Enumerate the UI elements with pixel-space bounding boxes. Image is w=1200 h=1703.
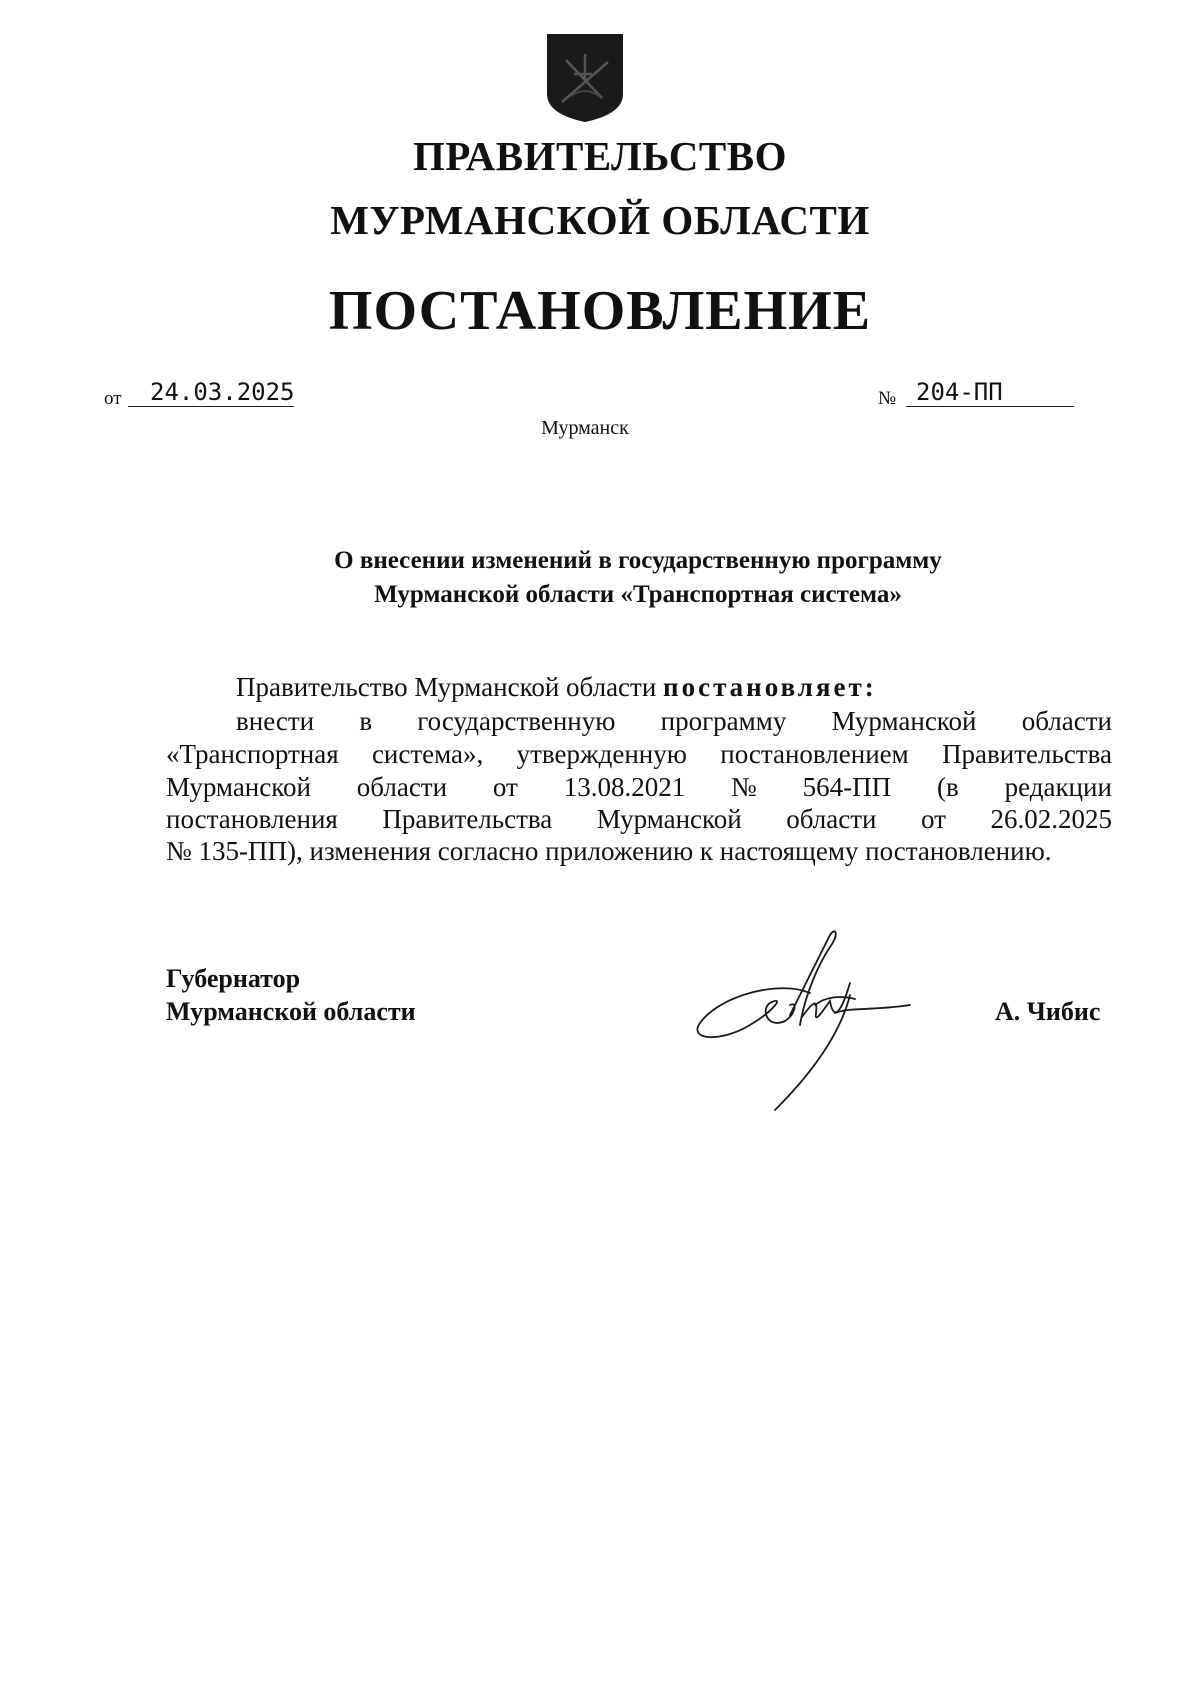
body-word: государственную [417, 706, 616, 736]
intro-resolves: постановляет: [663, 672, 877, 702]
body-word: Мурманской [596, 804, 742, 834]
body-line-5: № 135-ПП), изменения согласно приложению к настоящему постановлению. [166, 836, 1052, 866]
body-word: Мурманской [166, 772, 311, 802]
city: Мурманск [541, 417, 629, 439]
document-title-line1: О внесении изменений в государственную программу [334, 547, 942, 574]
org-name-line1: ПРАВИТЕЛЬСТВО [412, 133, 788, 179]
body-line-4 [166, 806, 1112, 833]
handwritten-signature [690, 925, 920, 1115]
body-line-1 [236, 708, 1112, 735]
signatory-position-line1: Губернатор [166, 964, 301, 993]
body-word: 564-ПП [802, 772, 892, 802]
org-name-line2: МУРМАНСКОЙ ОБЛАСТИ [330, 197, 870, 243]
body-line-3 [166, 774, 1112, 801]
body-word: от [492, 772, 518, 802]
body-word: редакции [1004, 772, 1112, 802]
body-word: области [786, 804, 877, 834]
body-word: области [1021, 706, 1112, 736]
body-word: внести [236, 706, 315, 736]
resolution-intro [236, 674, 877, 701]
body-word: Мурманской [831, 706, 977, 736]
date-prefix: от [104, 388, 122, 409]
body-word: от [920, 804, 946, 834]
number-prefix: № [878, 388, 897, 409]
body-word: постановлением [720, 739, 909, 769]
body-word: (в [937, 772, 959, 802]
body-word: система», [371, 739, 484, 769]
body-word: утвержденную [516, 739, 687, 769]
body-word: области [356, 772, 448, 802]
body-word: 26.02.2025 [990, 804, 1112, 834]
body-word: программу [660, 706, 787, 736]
body-word: Правительства [382, 804, 553, 834]
body-word: 13.08.2021 [563, 772, 686, 802]
intro-text: Правительство Мурманской области [236, 672, 664, 702]
body-line-2 [166, 741, 1112, 768]
body-word: № [731, 772, 757, 802]
document-title-line2: Мурманской области «Транспортная система» [374, 581, 902, 608]
body-word: Правительства [942, 739, 1112, 769]
document-type: ПОСТАНОВЛЕНИЕ [328, 280, 872, 342]
signatory-position-line2: Мурманской области [166, 997, 416, 1026]
signatory-name: А. Чибис [995, 997, 1101, 1026]
body-word: в [359, 706, 373, 736]
coat-of-arms-emblem [544, 32, 626, 124]
body-word: постановления [166, 804, 338, 834]
document-number: 204-ПП [906, 380, 1074, 407]
document-date: 24.03.2025 [128, 380, 294, 407]
body-word: «Транспортная [166, 739, 339, 769]
